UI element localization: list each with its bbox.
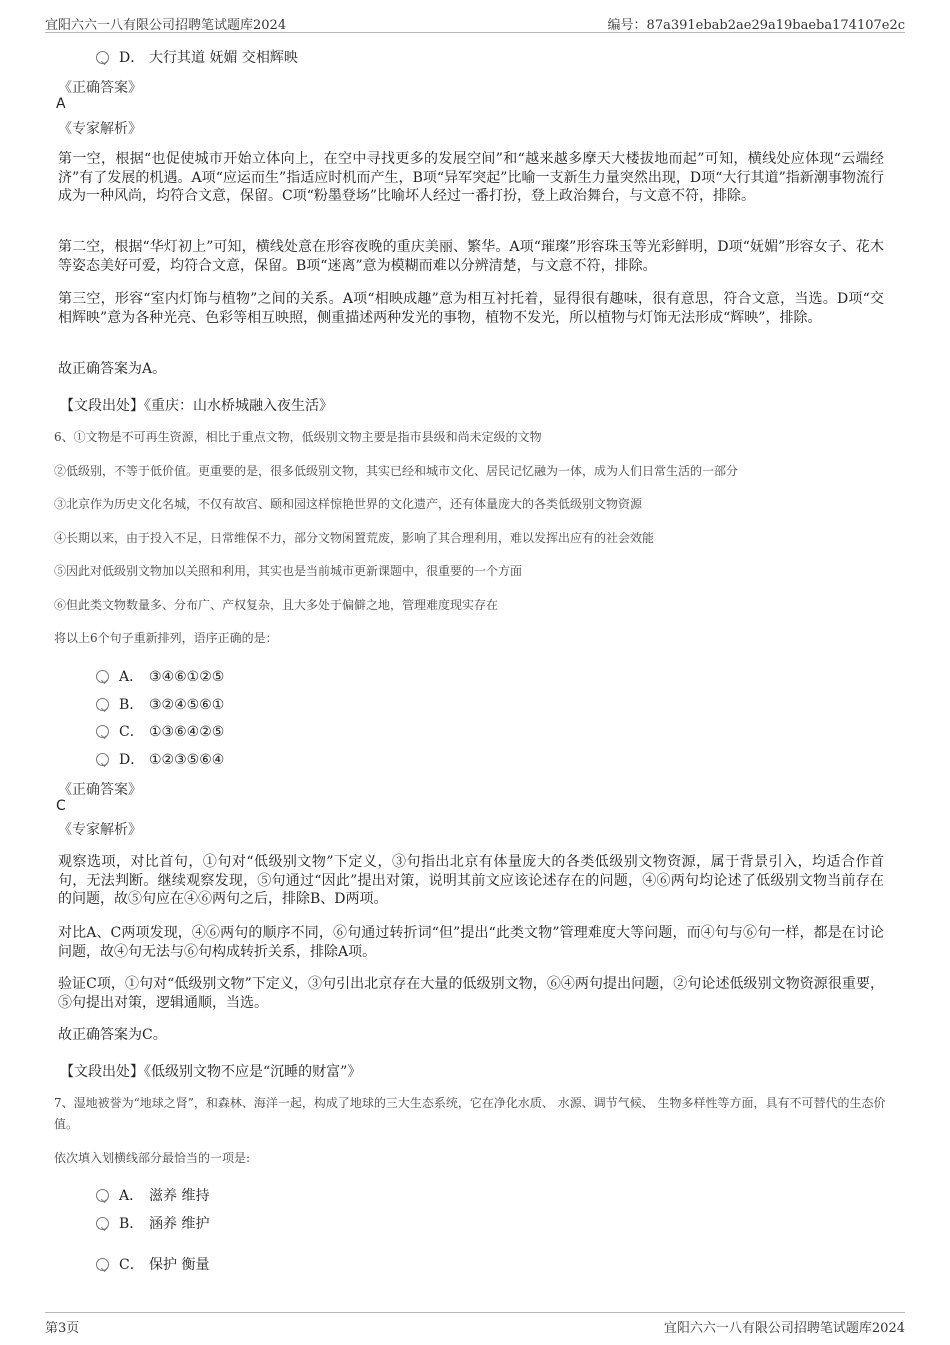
q5-option-d[interactable]: D． 大行其道 妩媚 交相辉映 xyxy=(96,47,298,67)
page-footer xyxy=(45,1312,905,1335)
radio-icon[interactable] xyxy=(96,670,109,683)
q6-option-d[interactable]: D． ①②③⑤⑥④ xyxy=(96,749,224,769)
q6-sentence: ⑤因此对低级别文物加以关照和利用，其实也是当前城市更新课题中，很重要的一个方面 xyxy=(54,564,523,578)
q7-prompt: 依次填入划横线部分最恰当的一项是: xyxy=(54,1151,251,1165)
page-header xyxy=(45,12,905,33)
q7-option-a[interactable]: A． 滋养 维持 xyxy=(96,1185,209,1205)
q6-prompt: 将以上6个句子重新排列，语序正确的是： xyxy=(54,631,278,645)
header-title: 宜阳六六一八有限公司招聘笔试题库2024 xyxy=(45,18,287,33)
q6-sentence: ⑥但此类文物数量多、分布广、产权复杂，且大多处于偏僻之地，管理难度现实存在 xyxy=(54,598,499,612)
q7-option-b[interactable]: B． 涵养 维护 xyxy=(96,1213,209,1233)
q6-analysis-paragraph: 观察选项，对比首句，①句对“低级别文物”下定义，③句指出北京有体量庞大的各类低级别文物资源，属于背景引入，均适合作首句，无法判断。继续观察发现，⑤句通过“因此”提出对策，说明其前文应该论述存在的问题，④⑥两句均论述了低级别文物当前存在的问题，故⑤句应在④⑥两句之后，排除B、D两项。 xyxy=(58,854,884,907)
q6-sentence: ③北京作为历史文化名城，不仅有故宫、颐和园这样惊艳世界的文化遗产，还有体量庞大的各类低级别文物资源 xyxy=(54,497,643,511)
page-number: 第3页 xyxy=(45,1321,80,1336)
footer-title: 宜阳六六一八有限公司招聘笔试题库2024 xyxy=(663,1321,905,1336)
q5-source: 【文段出处】《重庆：山水桥城融入夜生活》 xyxy=(60,398,333,414)
q5-answer: A xyxy=(56,96,66,112)
radio-icon[interactable] xyxy=(96,753,109,766)
q6-sentence: ②低级别，不等于低价值。更重要的是，很多低级别文物，其实已经和城市文化、居民记忆融为一体，成为人们日常生活的一部分 xyxy=(54,464,739,478)
header-doc-id: 编号：87a391ebab2ae29a19baeba174107e2c xyxy=(607,18,905,33)
q6-option-b[interactable]: B． ③②④⑤⑥① xyxy=(96,694,224,714)
radio-icon[interactable] xyxy=(96,1189,109,1202)
q5-conclusion: 故正确答案为A。 xyxy=(58,361,167,377)
q5-analysis-label: 《专家解析》 xyxy=(58,121,142,137)
q6-answer-label: 《正确答案》 xyxy=(58,782,142,798)
q6-sentence: ④长期以来，由于投入不足，日常维保不力，部分文物闲置荒废，影响了其合理利用，难以发挥出应有的社会效能 xyxy=(54,531,655,545)
q6-conclusion: 故正确答案为C。 xyxy=(58,1027,167,1043)
q6-sentence: 6、①文物是不可再生资源，相比于重点文物，低级别文物主要是指市县级和尚未定级的文物 xyxy=(54,430,542,444)
radio-icon[interactable] xyxy=(96,1217,109,1230)
q7-stem: 7、湿地被誉为“地球之肾”，和森林、海洋一起，构成了地球的三大生态系统，它在净化水质、 水源、调节气候、 生物多样性等方面，具有不可替代的生态价值。 xyxy=(54,1096,886,1131)
q6-source: 【文段出处】《低级别文物不应是“沉睡的财富”》 xyxy=(60,1064,362,1080)
radio-icon[interactable] xyxy=(96,698,109,711)
q6-analysis-label: 《专家解析》 xyxy=(58,822,142,838)
q6-analysis-paragraph: 验证C项，①句对“低级别文物”下定义，③句引出北京存在大量的低级别文物，⑥④两句提出问题，②句论述低级别文物资源很重要，⑤句提出对策，逻辑通顺，当选。 xyxy=(58,976,884,1011)
q5-analysis-paragraph: 第一空，根据“也促使城市开始立体向上，在空中寻找更多的发展空间”和“越来越多摩天大楼拔地而起”可知，横线处应体现“云端经济”有了发展的机遇。A项“应运而生”指适应时机而产生，B项“异军突起”比喻一支新生力量突然出现，D项“大行其道”指新潮事物流行成为一种风尚，均符合文意，保留。C项“粉墨登场”比喻坏人经过一番打扮，登上政治舞台，与文意不符，排除。 xyxy=(58,151,884,204)
radio-icon[interactable] xyxy=(96,51,109,64)
q6-answer: C xyxy=(56,798,66,814)
q6-option-c[interactable]: C． ①③⑥④②⑤ xyxy=(96,721,224,741)
q5-answer-label: 《正确答案》 xyxy=(58,80,142,96)
q6-option-a[interactable]: A． ③④⑥①②⑤ xyxy=(96,666,224,686)
q7-option-c[interactable]: C． 保护 衡量 xyxy=(96,1254,209,1274)
q5-analysis-paragraph: 第二空，根据“华灯初上”可知，横线处意在形容夜晚的重庆美丽、繁华。A项“璀璨”形容珠玉等光彩鲜明，D项“妩媚”形容女子、花木等姿态美好可爱，均符合文意，保留。B项“迷离”意为模糊而难以分辨清楚，与文意不符，排除。 xyxy=(58,239,884,274)
q6-analysis-paragraph: 对比A、C两项发现，④⑥两句的顺序不同，⑥句通过转折词“但”提出“此类文物”管理难度大等问题，而④句与⑥句一样，都是在讨论问题，故④句无法与⑥句构成转折关系，排除A项。 xyxy=(58,925,884,960)
radio-icon[interactable] xyxy=(96,1258,109,1271)
radio-icon[interactable] xyxy=(96,725,109,738)
q5-analysis-paragraph: 第三空，形容“室内灯饰与植物”之间的关系。A项“相映成趣”意为相互衬托着，显得很有趣味，很有意思，符合文意，当选。D项“交相辉映”意为各种光亮、色彩等相互映照，侧重描述两种发光的事物，植物不发光，所以植物与灯饰无法形成“辉映”，排除。 xyxy=(58,291,884,326)
